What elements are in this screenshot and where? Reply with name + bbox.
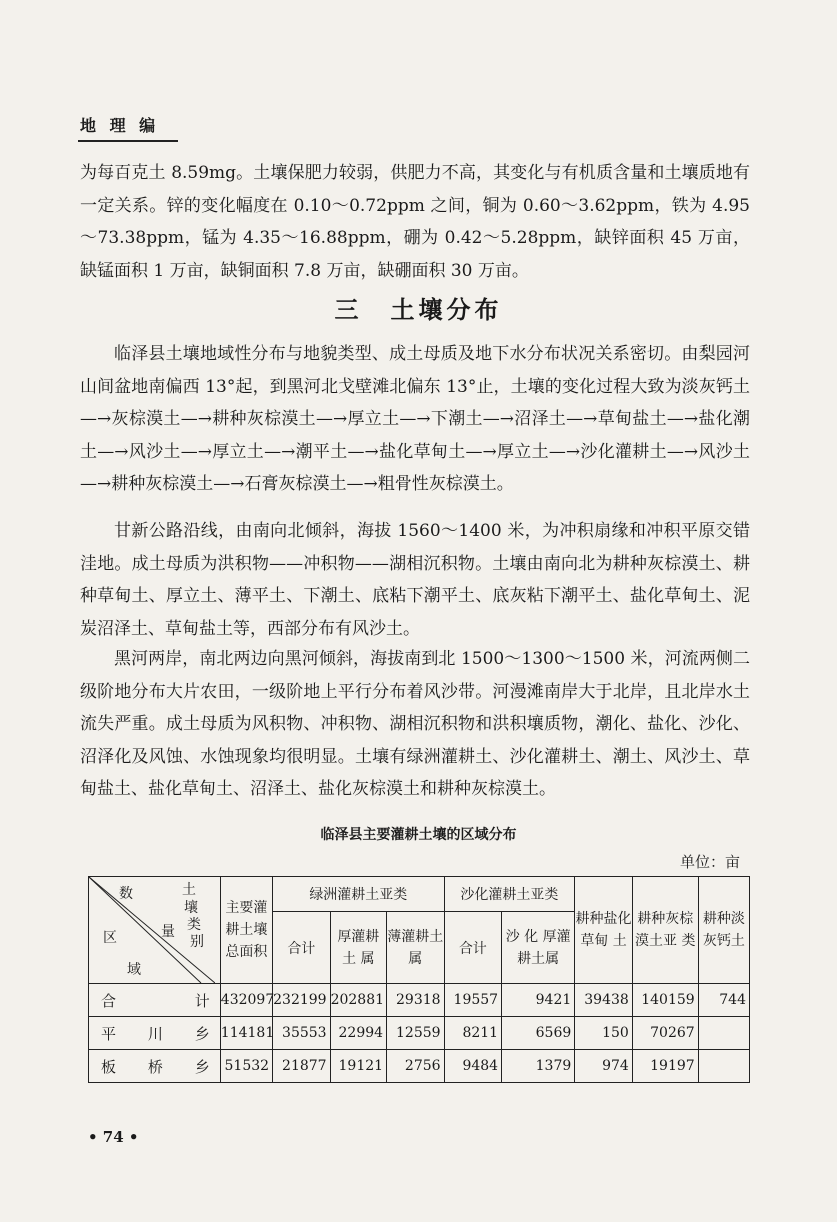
cell-thick-irrigated: 19121 [330,1050,386,1083]
paragraph-highway: 甘新公路沿线，由南向北倾斜，海拔 1560～1400 米，为冲积扇缘和冲积平原交错洼地。成土母质为洪积物——冲积物——湖相沉积物。土壤由南向北为耕种灰棕漠土、耕种草甸土、厚立土、薄平土、下潮土、底粘下潮平土、底灰粘下潮平土、盐化草甸土、泥炭沼泽土、草甸盐土等，西部分布有风沙土。 [80,521,750,639]
corner-label-bie: 别 [190,934,204,950]
cell-thin-irrigated: 2756 [387,1050,445,1083]
corner-label-liang: 量 [161,924,175,940]
cell-gray-calcic: 744 [698,984,749,1017]
cell-thick-irrigated: 22994 [330,1017,386,1050]
header-gray-calcic: 耕种淡灰钙土 [698,877,749,984]
corner-label-rang: 壤 [184,900,198,916]
cell-sandy-subtotal: 19557 [444,984,502,1017]
corner-label-tu: 土 [182,882,196,898]
corner-label-lei: 类 [187,917,201,933]
header-thick-irrigated: 厚灌耕土 属 [330,912,386,984]
cell-total-area: 114181 [220,1017,272,1050]
section-heading [0,290,837,325]
paragraph-heihe: 黑河两岸，南北两边向黑河倾斜，海拔南到北 1500～1300～1500 米，河流两侧二级阶地分布大片农田，一级阶地上平行分布着风沙带。河漫滩南岸大于北岸，且北岸水土流失严重。成土母质为风积物、冲积物、湖相沉积物和洪积壤质物，潮化、盐化、沙化、沼泽化及风蚀、水蚀现象均很明显。土壤有绿洲灌耕土、沙化灌耕土、潮土、风沙土、草甸盐土、盐化草甸土、沼泽土、盐化灰棕漠土和耕种灰棕漠土。 [80,649,750,799]
cell-sandy-thick: 6569 [502,1017,575,1050]
corner-label-yu: 域 [127,962,141,978]
cell-oasis-subtotal: 21877 [273,1050,331,1083]
cell-sandy-subtotal: 9484 [444,1050,502,1083]
cell-total-area: 51532 [220,1050,272,1083]
header-sandy-subclass: 沙化灌耕土亚类 [444,877,575,912]
row-name: 合计 [89,984,221,1017]
intro-paragraph: 为每百克土 8.59mg。土壤保肥力较弱，供肥力不高，其变化与有机质含量和土壤质地有一定关系。锌的变化幅度在 0.10～0.72ppm 之间，铜为 0.60～3.62ppm，铁为 4.95～73.38ppm，锰为 4.35～16.88ppm，硼为 0.42～5.28ppm，缺锌面积 45 万亩，缺锰面积 1 万亩，缺铜面积 7.8 万亩，缺硼面积 30 万亩。 [80,163,750,281]
row-name: 板桥乡 [89,1050,221,1083]
cell-total-area: 432097 [220,984,272,1017]
cell-sandy-subtotal: 8211 [444,1017,502,1050]
cell-sandy-thick: 9421 [502,984,575,1017]
cell-thin-irrigated: 29318 [387,984,445,1017]
header-thin-irrigated: 薄灌耕土 属 [387,912,445,984]
soil-distribution-table [88,876,750,1083]
cell-gray-brown-desert: 140159 [632,984,698,1017]
cell-sandy-thick: 1379 [502,1050,575,1083]
header-oasis-subtotal: 合计 [273,912,331,984]
corner-label-shu: 数 [119,886,133,902]
header-total-area: 主要灌耕土壤总面积 [220,877,272,984]
page-number: • 74 • [88,1128,139,1146]
cell-gray-calcic [698,1017,749,1050]
header-rule [78,140,178,142]
table-title: 临泽县主要灌耕土壤的区域分布 [320,827,517,843]
table-row [89,984,750,1017]
header-oasis-subclass: 绿洲灌耕土亚类 [273,877,445,912]
table-row [89,1050,750,1083]
cell-oasis-subtotal: 35553 [273,1017,331,1050]
cell-oasis-subtotal: 232199 [273,984,331,1017]
cell-saline-meadow: 150 [575,1017,633,1050]
cell-saline-meadow: 39438 [575,984,633,1017]
cell-saline-meadow: 974 [575,1050,633,1083]
cell-thick-irrigated: 202881 [330,984,386,1017]
section-title: 土壤分布 [390,295,503,324]
table-unit: 单位：亩 [680,853,741,871]
cell-gray-brown-desert: 70267 [632,1017,698,1050]
cell-gray-calcic [698,1050,749,1083]
header-saline-meadow: 耕种盐化 草甸 土 [575,877,633,984]
header-sandy-subtotal: 合计 [444,912,502,984]
running-header: 地 理 编 [80,116,160,135]
table-corner-cell [89,877,221,984]
cell-gray-brown-desert: 19197 [632,1050,698,1083]
cell-thin-irrigated: 12559 [387,1017,445,1050]
table-row [89,1017,750,1050]
corner-label-qu: 区 [103,930,117,946]
section-number: 三 [334,295,363,324]
paragraph-distribution: 临泽县土壤地域性分布与地貌类型、成土母质及地下水分布状况关系密切。由梨园河山间盆地南偏西 13°起，到黑河北戈壁滩北偏东 13°止，土壤的变化过程大致为淡灰钙土—→灰棕漠土—→耕种灰棕漠土—→厚立土—→下潮土—→沼泽土—→草甸盐土—→盐化潮土—→风沙土—→厚立土—→潮平土—→盐化草甸土—→厚立土—→沙化灌耕土—→风沙土—→耕种灰棕漠土—→石膏灰棕漠土—→粗骨性灰棕漠土。 [80,344,750,494]
row-name: 平川乡 [89,1017,221,1050]
header-sandy-thick: 沙 化 厚灌耕土属 [502,912,575,984]
header-gray-brown-desert: 耕种灰棕漠土亚 类 [632,877,698,984]
